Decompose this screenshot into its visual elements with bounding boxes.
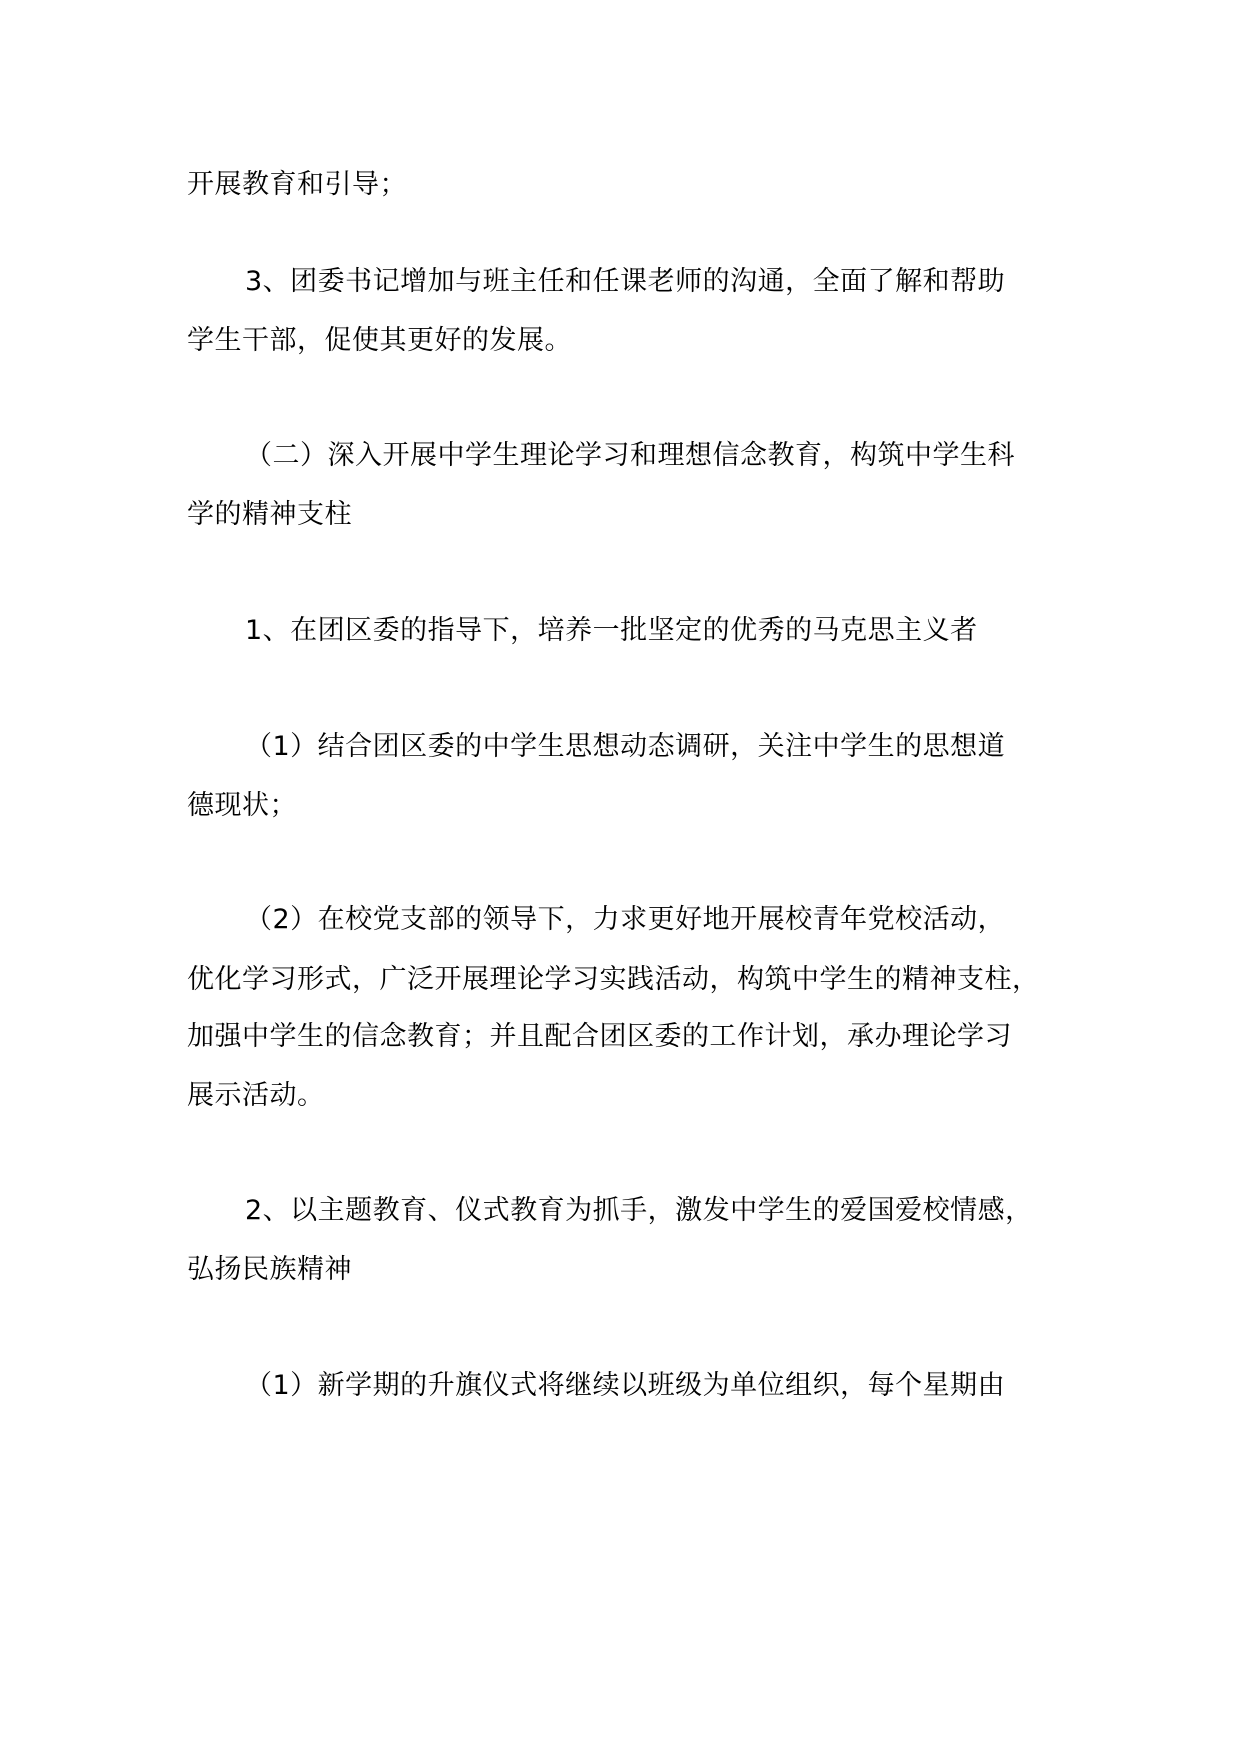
text-line-subitem-2-cont-1: 优化学习形式，广泛开展理论学习实践活动，构筑中学生的精神支柱， xyxy=(187,964,1040,995)
text-line-item-3: 3、团委书记增加与班主任和任课老师的沟通，全面了解和帮助 xyxy=(245,266,1006,297)
text-line-item-1: 1、在团区委的指导下，培养一批坚定的优秀的马克思主义者 xyxy=(245,615,978,646)
text-line-continuation: 开展教育和引导； xyxy=(187,169,407,200)
section-heading-2-cont: 学的精神支柱 xyxy=(187,499,352,530)
text-line-subitem-2-cont-3: 展示活动。 xyxy=(187,1080,325,1111)
text-line-subitem-2-cont-2: 加强中学生的信念教育；并且配合团区委的工作计划，承办理论学习 xyxy=(187,1021,1012,1052)
text-line-subitem-2: （2）在校党支部的领导下，力求更好地开展校青年党校活动， xyxy=(245,904,1006,935)
section-heading-2: （二）深入开展中学生理论学习和理想信念教育，构筑中学生科 xyxy=(245,440,1015,471)
text-line-subitem-1b: （1）新学期的升旗仪式将继续以班级为单位组织，每个星期由 xyxy=(245,1370,1006,1401)
text-line-subitem-1-cont: 德现状； xyxy=(187,790,297,821)
text-line-item-3-cont: 学生干部，促使其更好的发展。 xyxy=(187,325,572,356)
text-line-item-2-cont: 弘扬民族精神 xyxy=(187,1254,352,1285)
text-line-subitem-1: （1）结合团区委的中学生思想动态调研，关注中学生的思想道 xyxy=(245,731,1006,762)
text-line-item-2: 2、以主题教育、仪式教育为抓手，激发中学生的爱国爱校情感， xyxy=(245,1195,1033,1226)
